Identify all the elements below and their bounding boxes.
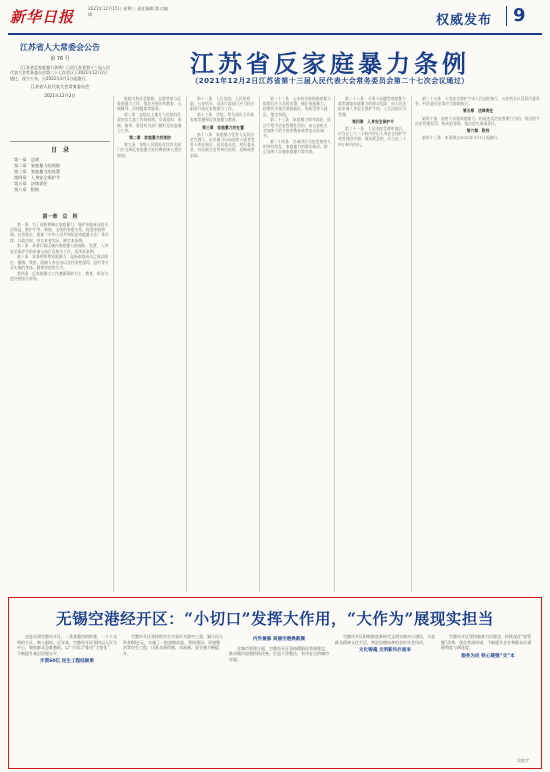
column-divider — [259, 96, 260, 592]
feature-subheading: 文化铸魂 文明新风扑面来 — [358, 648, 412, 653]
feature-subheading: 服务为民 铁心建强“交”本 — [461, 653, 515, 659]
toc-item: 第三章 家庭暴力的处置 — [14, 169, 61, 174]
toc-item: 第四章 人身安全保护令 — [14, 175, 61, 180]
law-article: 第九条 各级人民政府及其有关部门应当将反家庭暴力宣传教育纳入普法规划。 — [117, 142, 182, 158]
law-article: 第二十三条 家庭暴力情节较轻，依法不给予治安管理处罚的，由公安机关对加害人给予批评教育或者出具告诫书。 — [263, 117, 331, 139]
feature-paragraph: 空港经开区积极推进新时代文明实践中心建设，丰富群众精神文化生活，营造崇德向善的良好社会风尚。 — [335, 634, 435, 645]
law-column-4 — [263, 96, 331, 594]
column-divider — [334, 96, 335, 592]
newspaper-logo: 新华日报 — [10, 8, 75, 26]
masthead — [0, 0, 550, 34]
toc-item: 第一章 总则 — [14, 157, 40, 162]
author-byline: 吴欣宇 — [517, 758, 529, 763]
feature-paragraph: 空港经开区坚持服务为民理念，持续深化“放管服”改革，优化营商环境，不断提升企业和群众办事便利度与满意度。 — [441, 634, 532, 650]
toc-item: 第二章 家庭暴力的预防 — [14, 163, 61, 168]
law-article: 第八条 县级以上地方人民政府负责妇女儿童工作的机构，负责组织、协调、指导、督促有关部门做好反家庭暴力工作。 — [117, 112, 182, 133]
law-article: 第二十二条 公安机关接到家庭暴力报警后应当及时出警，制止家庭暴力，按照有关规定调查取证，协助受害人就医、鉴定伤情。 — [263, 96, 331, 117]
law-column-1 — [10, 222, 110, 594]
law-article: 第四十三条 本条例自2022年3月1日起施行。 — [422, 135, 502, 141]
law-article: 第十二条 人民法院、人民检察院、公安机关、司法行政部门应当结合职责开展反家庭暴力工作。 — [190, 96, 255, 112]
law-article: 第四条 反家庭暴力工作遵循预防为主，教育、矫治与惩处相结合原则。 — [10, 270, 109, 281]
feature-column-3 — [229, 634, 329, 762]
law-article: 第十三条 学校、幼儿园应当开展家庭美德和反家庭暴力教育。 — [190, 112, 254, 123]
notice-signer: 江苏省人民代表大会常务委员会 — [30, 84, 90, 90]
toc-item: 第五章 法律责任 — [14, 181, 48, 186]
column-divider — [186, 96, 187, 592]
law-article: 第三十一条 人民法院受理申请后，应当在七十二小时内作出人身安全保护令或者驳回申请；情况紧急的，应当在二十四小时内作出。 — [338, 126, 407, 147]
chapter-heading: 第三章 家庭暴力的处置 — [202, 124, 244, 130]
column-divider — [113, 96, 114, 592]
section-name: 权威发布 — [436, 13, 493, 28]
law-title: 江苏省反家庭暴力条例 — [190, 49, 470, 78]
feature-headline: 无锡空港经开区：“小切口”发挥大作用，“大作为”展现实担当 — [56, 609, 494, 628]
law-column-6 — [415, 96, 541, 594]
feature-paragraph: 在城市管理方面，空港经开区坚持精细化管理理念，推动城市面貌持续改善，打造干净整洁、有序安全的城市环境。 — [229, 645, 329, 662]
publication-info: 2021年12月15日 星期三 责任编辑 版式编辑 — [88, 6, 168, 17]
chapter-heading: 第一章 总 则 — [42, 214, 78, 220]
law-article: 第二条 本省行政区域内家庭暴力的预防、处置、人身安全保护令的申请与执行及相关工作，适用本条例。 — [10, 243, 109, 254]
notice-body: 《江苏省反家庭暴力条例》已由江苏省第十三届人民代表大会常务委员会第二十七次会议于2021年12月2日通过，现予公布，自2022年3月1日起施行。 — [10, 65, 110, 81]
toc-item: 第六章 附则 — [14, 187, 40, 192]
feature-subheading: 斥资60亿 民生工程结硕果 — [40, 659, 94, 664]
page-number: 9 — [506, 6, 526, 26]
law-column-5 — [338, 96, 408, 594]
header-rule — [8, 33, 542, 35]
notice-title: 江苏省人大常委会公告 — [20, 43, 100, 52]
feature-paragraph: 走进无锡空港经开区，一条条整洁的街巷、一个个文明的小区，映入眼帘。近年来，空港经开区坚持以人民为中心，聚焦群众急难愁盼，以“小切口”推动“大变化”，不断提升基层治理水平。 — [17, 634, 117, 656]
feature-column-2 — [123, 634, 223, 762]
notice-number: 第 76 号 — [50, 56, 70, 62]
law-article: 第三条 本条例所称家庭暴力，是指家庭成员之间以殴打、捆绑、残害、限制人身自由以及经常性谩骂、恐吓等方式实施的身体、精神等侵害行为。 — [10, 254, 109, 270]
feature-column-1 — [17, 634, 117, 762]
law-column-2 — [117, 96, 183, 594]
feature-subheading: 内外兼修 美丽空港焕新颜 — [252, 637, 306, 642]
law-column-3 — [190, 96, 256, 594]
feature-paragraph: 空港经开区坚持把民生实事作为重中之重，累计投入资金60亿元，实施了一批道路改造、管网建设、环境整治等民生工程，让群众获得感、幸福感、安全感不断提升。 — [123, 634, 223, 656]
notice-date: 2021年12月2日 — [44, 92, 76, 98]
law-article: 第四十条 加害人实施家庭暴力，构成违反治安管理行为的，依法给予治安管理处罚；构成犯罪的，依法追究刑事责任。 — [415, 115, 540, 126]
law-subtitle: （2021年12月2日江苏省第十三届人民代表大会常务委员会第二十七次会议通过） — [191, 77, 469, 85]
law-article: 第三十五条 人身安全保护令由人民法院执行，公安机关以及居民委员会、村民委员会等应当协助执行。 — [415, 96, 540, 107]
chapter-heading: 第六章 附则 — [466, 128, 490, 134]
toc-heading: 目 录 — [50, 147, 69, 154]
feature-column-5 — [441, 634, 535, 762]
official-notice — [10, 38, 110, 142]
law-article: 第一条 为了预防和制止家庭暴力，保护家庭成员的合法权益，维护平等、和睦、文明的家庭关系，促进家庭和谐、社会稳定，根据《中华人民共和国反家庭暴力法》等法律、行政法规，结合本省实际，制定本条例。 — [10, 222, 109, 243]
feature-column-4 — [335, 634, 435, 762]
table-of-contents — [14, 157, 110, 193]
law-article: 第十八条 家庭暴力受害人及其法定代理人、近亲属可以向加害人或者受害人所在单位、居民委员会、村民委员会、妇女联合会等单位投诉、反映或者求助。 — [190, 131, 255, 158]
feature-article — [8, 597, 542, 769]
chapter-heading: 第四章 人身安全保护令 — [352, 118, 394, 124]
column-divider — [411, 96, 412, 592]
chapter-heading: 第五章 法律责任 — [462, 108, 494, 114]
law-article: 第二十八条 当事人因遭受家庭暴力或者面临家庭暴力的现实危险，向人民法院申请人身安全保护令的，人民法院应当受理。 — [338, 96, 407, 117]
chapter-heading: 第二章 家庭暴力的预防 — [129, 135, 171, 141]
law-article: 第二十四条 告诫书应当包括加害人的身份信息、家庭暴力的事实陈述、禁止加害人实施家庭暴力等内容。 — [263, 138, 331, 155]
law-article: 鼓励支持社会组织、志愿者参与反家庭暴力工作，依法开展宣传教育、心理辅导、法律援助等服务。 — [117, 96, 182, 112]
